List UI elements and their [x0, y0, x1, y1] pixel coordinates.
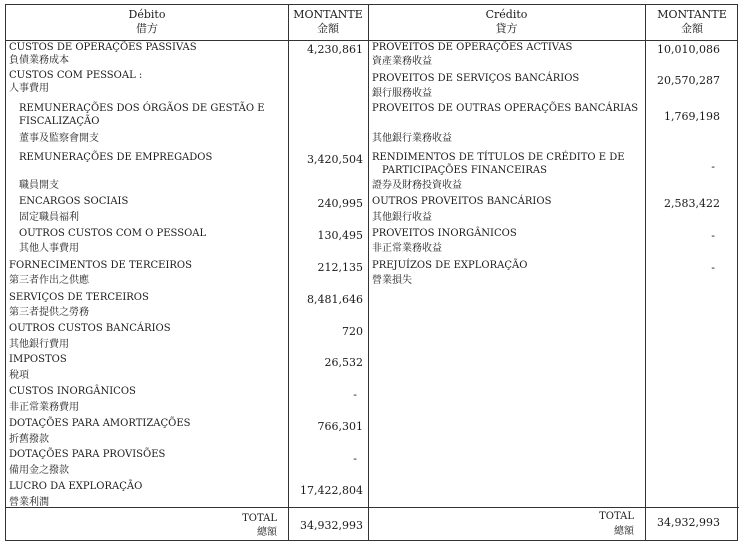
credit-total-label-zh: 總額 — [614, 526, 634, 537]
debit-header-pt: Débito — [128, 8, 166, 21]
debit-amount: 17,422,804 — [300, 484, 363, 497]
credit-label-zh: 其他銀行業務收益 — [372, 133, 452, 144]
divider — [368, 5, 369, 540]
credit-amount: 20,570,287 — [657, 74, 720, 87]
debit-label: REMUNERAÇÕES DE EMPREGADOS — [19, 152, 213, 163]
credit-header — [368, 8, 645, 36]
credit-label: PROVEITOS DE OPERAÇÕES ACTIVAS — [372, 42, 573, 53]
debit-amount: 8,481,646 — [307, 293, 363, 306]
debit-label-zh: 其他人事費用 — [19, 243, 79, 254]
debit-label-zh: 負債業務成本 — [9, 55, 69, 66]
credit-label-zh: 營業損失 — [372, 275, 412, 286]
debit-label-zh: 非正常業務費用 — [9, 402, 79, 413]
divider — [288, 5, 289, 540]
amount-header-pt: MONTANTE — [293, 8, 363, 21]
debit-label-zh: 職員開支 — [19, 180, 59, 191]
debit-label-zh: 其他銀行費用 — [9, 339, 69, 350]
credit-label-zh: 證券及財務投資收益 — [372, 180, 462, 191]
debit-label: OUTROS CUSTOS BANCÁRIOS — [9, 323, 171, 334]
credit-label: RENDIMENTOS DE TÍTULOS DE CRÉDITO E DE — [372, 152, 625, 163]
credit-label-zh: 資產業務收益 — [372, 56, 432, 67]
debit-label-zh: 人事費用 — [9, 83, 49, 94]
divider — [368, 507, 645, 508]
debit-amount: 766,301 — [317, 420, 363, 433]
credit-label: OUTROS PROVEITOS BANCÁRIOS — [372, 196, 552, 207]
debit-label-zh: 營業利潤 — [9, 497, 49, 508]
credit-header-zh: 貸方 — [495, 22, 518, 35]
divider — [288, 507, 368, 508]
debit-label: CUSTOS DE OPERAÇÕES PASSIVAS — [9, 42, 197, 53]
debit-label: DOTAÇÕES PARA PROVISÕES — [9, 449, 166, 460]
debit-amount: 4,230,861 — [307, 43, 363, 56]
debit-amount: - — [353, 452, 357, 465]
credit-amount: - — [711, 160, 715, 173]
debit-label: REMUNERAÇÕES DOS ÓRGÃOS DE GESTÃO E — [19, 103, 265, 114]
debit-amount: 130,495 — [317, 229, 363, 242]
credit-label: PROVEITOS INORGÂNICOS — [372, 228, 517, 239]
credit-amount: 10,010,086 — [657, 43, 720, 56]
amount-header-zh: 金額 — [681, 22, 703, 35]
credit-amount: 1,769,198 — [664, 110, 720, 123]
debit-amount: 240,995 — [317, 197, 363, 210]
debit-label: DOTAÇÕES PARA AMORTIZAÇÕES — [9, 418, 191, 429]
credit-amount: 2,583,422 — [664, 197, 720, 210]
credit-label: PROVEITOS DE OUTRAS OPERAÇÕES BANCÁRIAS — [372, 103, 639, 114]
debit-label: CUSTOS INORGÂNICOS — [9, 386, 136, 397]
credit-total-label: TOTAL — [599, 511, 634, 522]
debit-label: CUSTOS COM PESSOAL : — [9, 70, 143, 81]
debit-label-zh: 折舊撥款 — [9, 434, 49, 445]
debit-amount-header — [288, 8, 368, 36]
credit-label: PROVEITOS DE SERVIÇOS BANCÁRIOS — [372, 73, 580, 84]
debit-label: FORNECIMENTOS DE TERCEIROS — [9, 260, 192, 271]
debit-label-zh: 備用金之撥款 — [9, 465, 69, 476]
credit-amount-header — [645, 8, 739, 36]
debit-label-zh: 第三者提供之勞務 — [9, 307, 89, 318]
debit-header — [6, 8, 288, 36]
divider — [645, 507, 739, 508]
divider — [645, 5, 646, 540]
debit-label-zh: 第三者作出之供應 — [9, 275, 89, 286]
credit-amount: - — [711, 261, 715, 274]
debit-label-zh: 固定職員福利 — [19, 212, 79, 223]
debit-header-zh: 借方 — [136, 22, 158, 35]
debit-total-label: TOTAL — [242, 513, 277, 524]
credit-header-pt: Crédito — [485, 8, 528, 21]
credit-label: PARTICIPAÇÕES FINANCEIRAS — [382, 165, 547, 176]
debit-label: FISCALIZAÇÃO — [19, 116, 100, 127]
debit-label: SERVIÇOS DE TERCEIROS — [9, 292, 149, 303]
credit-total-amount: 34,932,993 — [657, 516, 720, 529]
credit-amount: - — [711, 229, 715, 242]
debit-label: LUCRO DA EXPLORAÇÃO — [9, 481, 143, 492]
debit-amount: 26,532 — [324, 356, 363, 369]
debit-label-zh: 稅項 — [9, 370, 29, 381]
amount-header-zh: 金額 — [317, 22, 339, 35]
debit-total-label-zh: 總額 — [257, 527, 277, 538]
credit-label-zh: 銀行服務收益 — [372, 88, 432, 99]
debit-amount: 720 — [342, 325, 363, 338]
amount-header-pt: MONTANTE — [657, 8, 727, 21]
debit-amount: 3,420,504 — [307, 153, 363, 166]
debit-label: ENCARGOS SOCIAIS — [19, 196, 129, 207]
debit-total-amount: 34,932,993 — [300, 519, 363, 532]
debit-label-zh: 董事及監察會開支 — [19, 133, 99, 144]
profit-loss-table — [5, 4, 738, 541]
debit-label: OUTROS CUSTOS COM O PESSOAL — [19, 228, 207, 239]
debit-label: IMPOSTOS — [9, 354, 67, 365]
credit-label: PREJUÍZOS DE EXPLORAÇÃO — [372, 260, 528, 271]
debit-amount: 212,135 — [317, 261, 363, 274]
credit-label-zh: 非正常業務收益 — [372, 243, 442, 254]
debit-amount: - — [353, 388, 357, 401]
credit-label-zh: 其他銀行收益 — [372, 212, 432, 223]
